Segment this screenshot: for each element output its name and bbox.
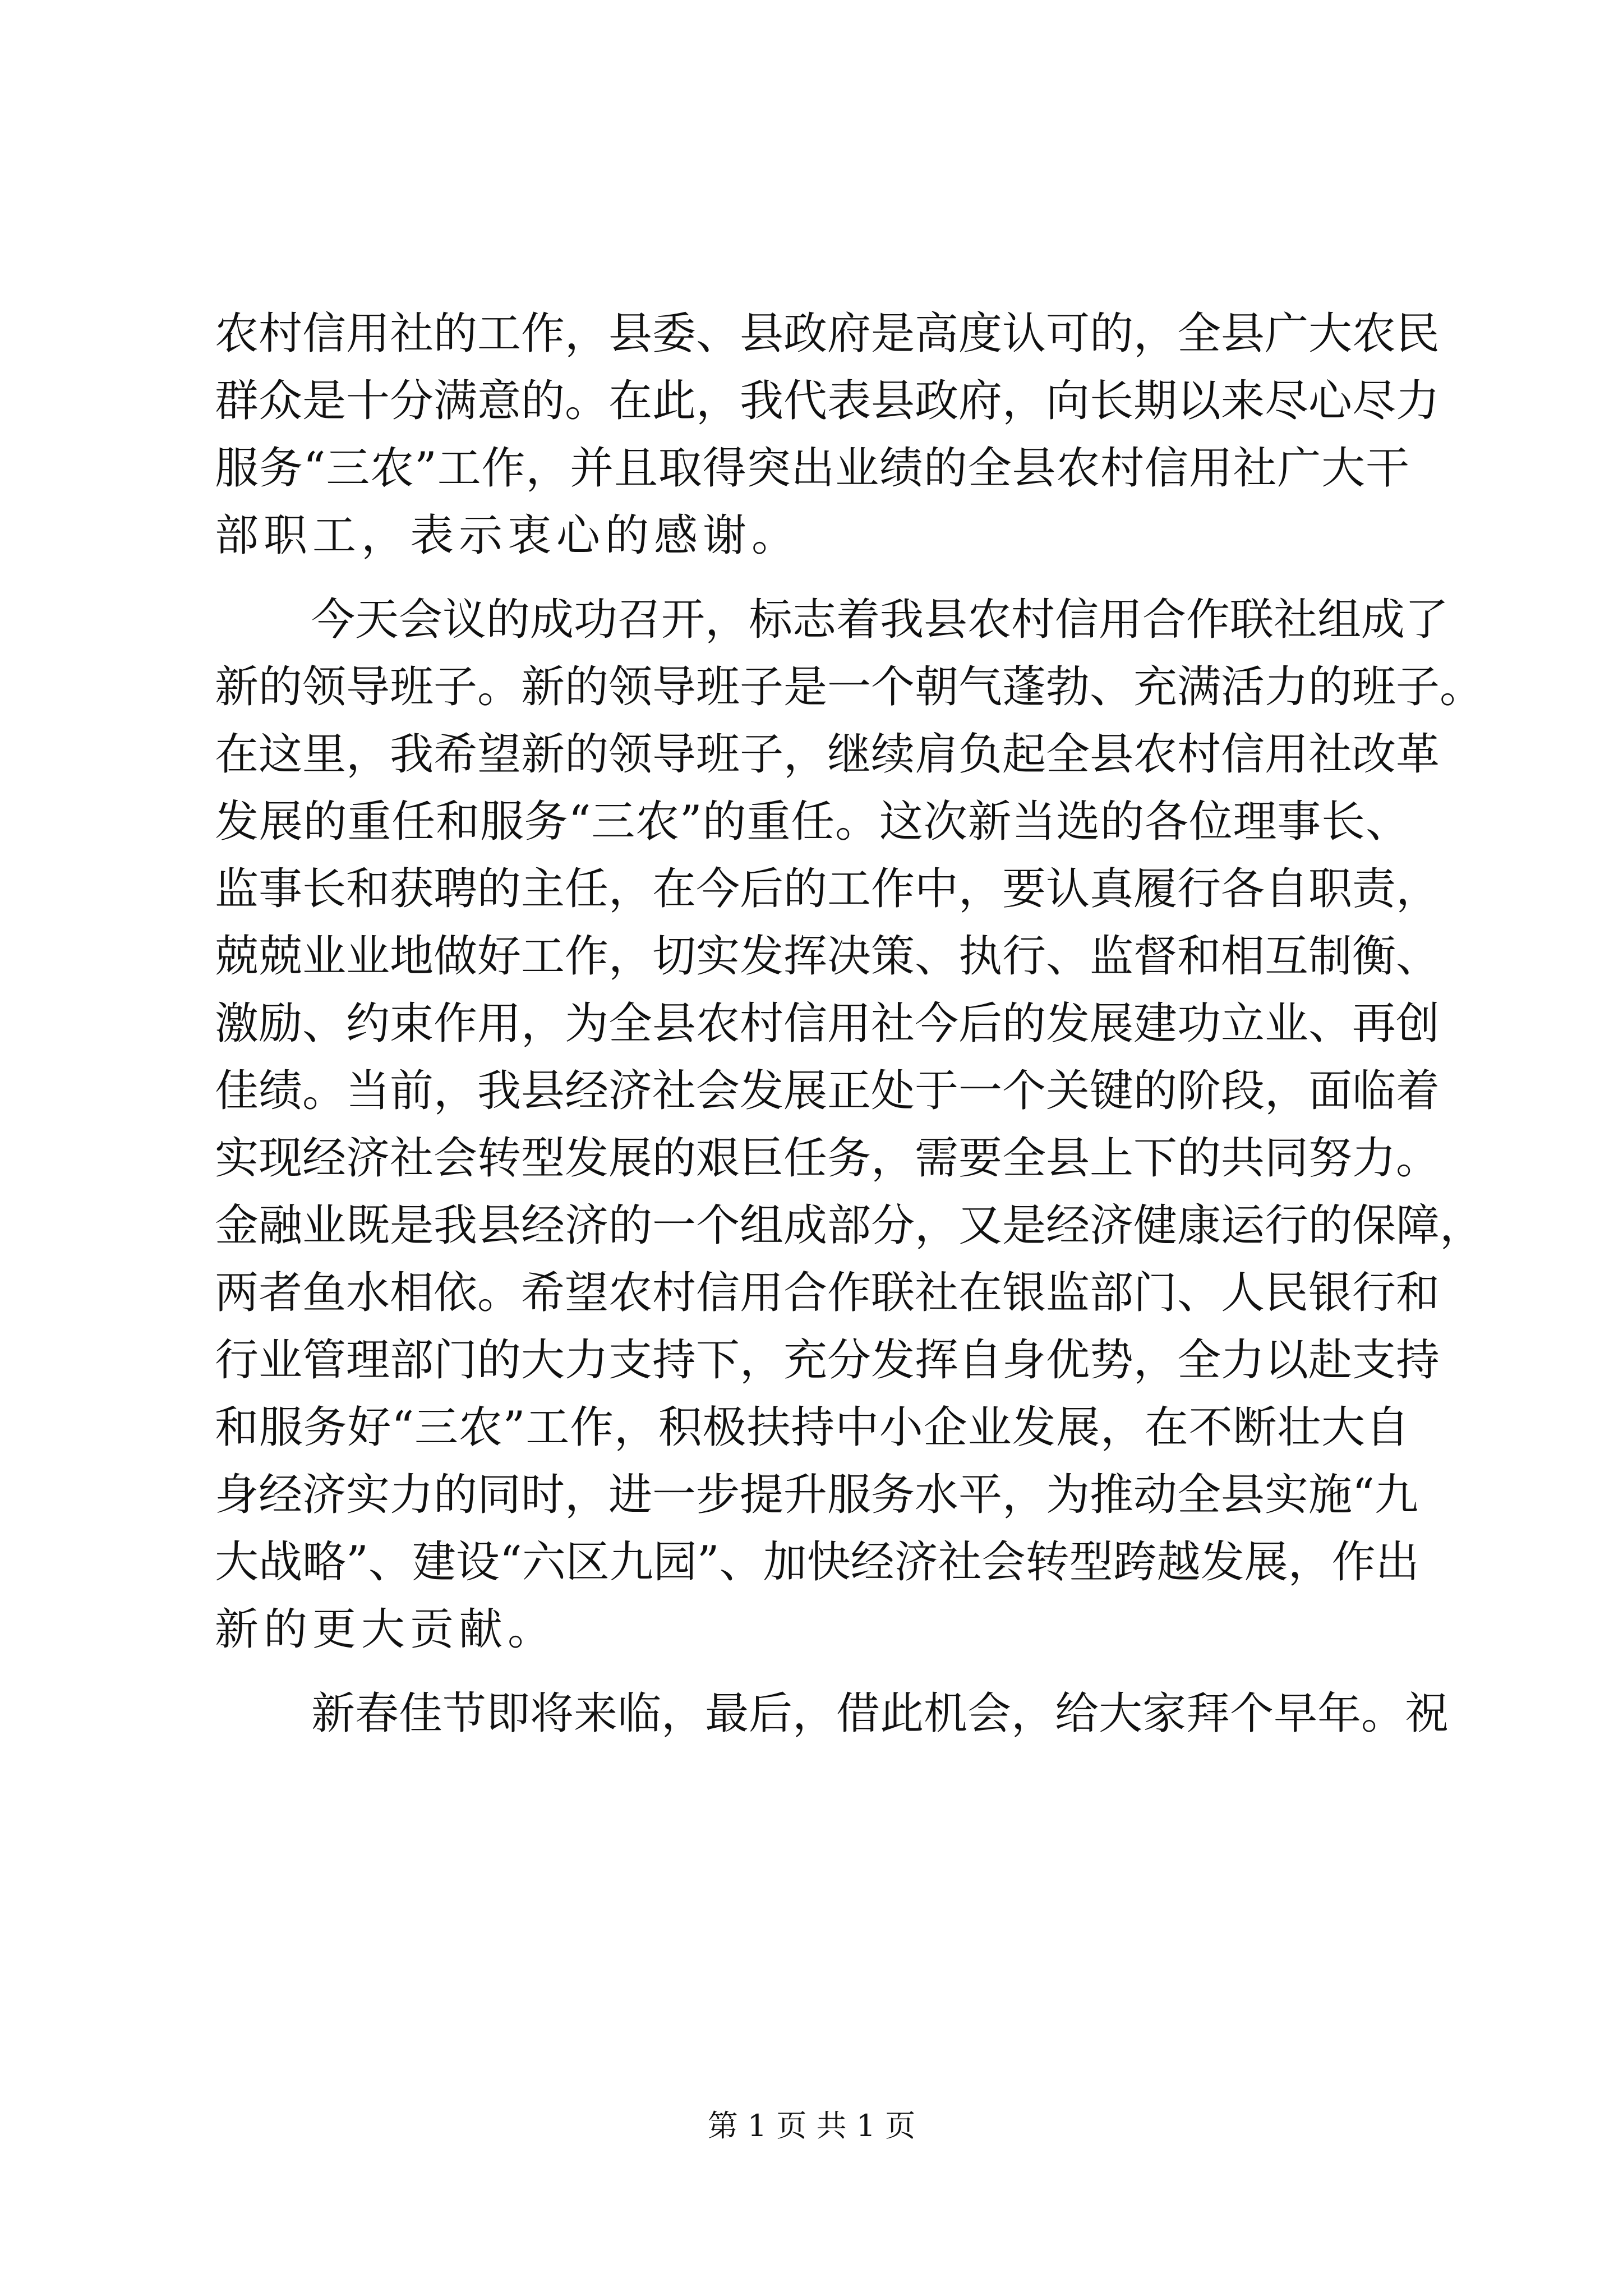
- paragraph-gap: [215, 1663, 1409, 1680]
- paragraph-1-line-1: 农村信用社的工作，县委、县政府是高度认可的，全县广大农民: [215, 309, 1440, 359]
- body-text: [215, 300, 1484, 1747]
- paragraph-2-line-4: 发展的重任和服务“三农”的重任。这次新当选的各位理事长、: [215, 797, 1409, 847]
- paragraph-2-line-14: 身经济实力的同时，进一步提升服务水平，为推动全县实施“九: [215, 1470, 1418, 1520]
- paragraph-gap: [215, 569, 1409, 586]
- paragraph-2-line-13: 和服务好“三农”工作，积极扶持中小企业发展，在不断壮大自: [215, 1402, 1409, 1453]
- paragraph-2-line-8: 佳绩。当前，我县经济社会发展正处于一个关键的阶段，面临着: [215, 1066, 1440, 1116]
- paragraph-1-line-3: 服务“三农”工作，并且取得突出业绩的全县农村信用社广大干: [215, 443, 1409, 494]
- paragraph-2-line-10: 金融业既是我县经济的一个组成部分，又是经济健康运行的保障，: [215, 1200, 1484, 1251]
- paragraph-1-line-4: 部职工，表示衷心的感谢。: [215, 510, 801, 561]
- page-footer: 第 1 页 共 1 页: [707, 2108, 916, 2143]
- paragraph-2-line-5: 监事长和获聘的主任，在今后的工作中，要认真履行各自职责，: [215, 864, 1440, 914]
- paragraph-2-line-3: 在这里，我希望新的领导班子，继续肩负起全县农村信用社改革: [215, 729, 1440, 780]
- paragraph-2-line-16: 新的更大贡献。: [215, 1604, 557, 1655]
- paragraph-2-line-9: 实现经济社会转型发展的艰巨任务，需要全县上下的共同努力。: [215, 1133, 1440, 1184]
- paragraph-2-line-11: 两者鱼水相依。希望农村信用合作联社在银监部门、人民银行和: [215, 1268, 1440, 1318]
- paragraph-2-line-1: 今天会议的成功召开，标志着我县农村信用合作联社组成了: [311, 595, 1449, 645]
- paragraph-2-line-15: 大战略”、建设“六区九园”、加快经济社会转型跨越发展，作出: [215, 1537, 1419, 1588]
- paragraph-3-line-1: 新春佳节即将来临，最后，借此机会，给大家拜个早年。祝: [311, 1688, 1449, 1739]
- paragraph-2-line-12: 行业管理部门的大力支持下，充分发挥自身优势，全力以赴支持: [215, 1335, 1440, 1386]
- paragraph-1-line-2: 群众是十分满意的。在此，我代表县政府，向长期以来尽心尽力: [215, 376, 1440, 426]
- paragraph-2-line-7: 激励、约束作用，为全县农村信用社今后的发展建功立业、再创: [215, 999, 1440, 1049]
- paragraph-2-line-6: 兢兢业业地做好工作，切实发挥决策、执行、监督和相互制衡、: [215, 931, 1440, 982]
- paragraph-2-line-2: 新的领导班子。新的领导班子是一个朝气蓬勃、充满活力的班子。: [215, 662, 1484, 712]
